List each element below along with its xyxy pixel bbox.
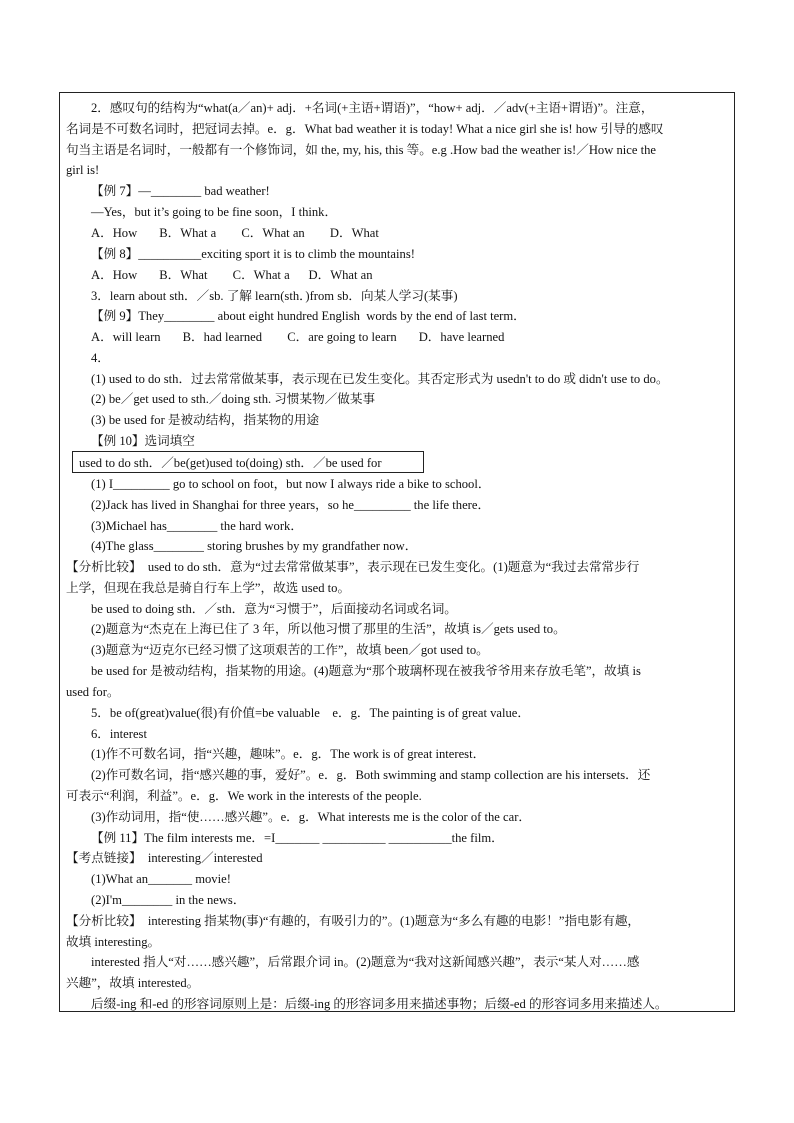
text-line: 后缀-ing 和-ed 的形容词原则上是：后缀-ing 的形容词多用来描述事物；后缀-ed 的形容词多用来描述人。 [91,997,668,1011]
text-line: 3．learn about sth．／sb. 了解 learn(sth．)from sb．向某人学习(某事) [91,289,458,303]
example-label: 【例 11】The film interests me．=I_______ __________ __________the film． [91,831,504,845]
text-line: (2)Jack has lived in Shanghai for three years，so he_________ the life there． [91,498,491,512]
text-line: (2)作可数名词，指“感兴趣的事，爱好”。e．g．Both swimming and stamp collection are his intersets．还 [91,768,651,782]
text-line: (2)I'm________ in the news． [91,893,246,907]
text-line: 名词是不可数名词时，把冠词去掉。e．g．What bad weather it is today! What a nice girl she is! how 引导的感叹 [66,122,664,136]
example-label: 【例 9】They________ about eight hundred English words by the end of last term． [91,309,526,323]
text-line: (1)作不可数名词，指“兴趣，趣味”。e．g．The work is of great interest． [91,747,486,761]
text-line: 2．感叹句的结构为“what(a／an)+ adj．+名词(+主语+谓语)”，“how+ adj．／adv(+主语+谓语)”。注意， [91,101,654,115]
text-line: (1) I_________ go to school on foot，but now I always ride a bike to school． [91,477,491,491]
example-label: 【例 8】__________exciting sport it is to climb the mountains! [91,247,415,261]
text-line: 上学，但现在我总是骑自行车上学”，故选 used to。 [66,581,351,595]
text-line: used for。 [66,685,120,699]
text-line: 5．be of(great)value(很)有价值=be valuable e．g．The painting is of great value． [91,706,530,720]
text-line: —Yes，but it’s going to be fine soon，I think． [91,205,338,219]
text-line: (2) be／get used to sth.／doing sth. 习惯某物／做某事 [91,392,376,406]
example-label: 【例 10】选词填空 [91,434,195,448]
text-line: (4)The glass________ storing brushes by my grandfather now． [91,539,418,553]
options-line: A．will learn B．had learned C．are going to learn D．have learned [91,330,505,344]
analysis-heading: 【分析比较】 used to do sth．意为“过去常常做某事”，表示现在已发生变化。(1)题意为“我过去常常步行 [66,560,640,574]
text-line: 句当主语是名词时，一般都有一个修饰词，如 the, my, his, this 等。e.g .How bad the weather is!／How nice the [66,143,656,157]
example-label: 【例 7】—________ bad weather! [91,184,270,198]
options-line: A．How B．What a C．What an D．What [91,226,379,240]
text-line: (3)Michael has________ the hard work． [91,519,303,533]
text-line: 故填 interesting。 [66,935,161,949]
text-line: be used to doing sth．／sth．意为“习惯于”，后面接动名词或名词。 [91,602,457,616]
link-heading: 【考点链接】 interesting／interested [66,851,263,865]
text-line: (3)作动词用，指“使……感兴趣”。e．g．What interests me is the color of the car． [91,810,531,824]
word-choice-text: used to do sth．／be(get)used to(doing) sth．／be used for [79,456,382,470]
text-line: (1)What an_______ movie! [91,872,231,886]
text-line: girl is! [66,163,100,177]
text-line: (1) used to do sth．过去常常做某事，表示现在已发生变化。其否定形式为 usedn't to do 或 didn't use to do。 [91,372,669,386]
text-line: 4． [91,351,110,365]
text-line: interested 指人“对……感兴趣”，后常跟介词 in。(2)题意为“我对这新闻感兴趣”，表示“某人对……感 [91,955,640,969]
text-line: (3) be used for 是被动结构，指某物的用途 [91,413,320,427]
text-line: (3)题意为“迈克尔已经习惯了这项艰苦的工作”，故填 been／got used to。 [91,643,489,657]
text-line: 6．interest [91,727,147,741]
analysis-heading: 【分析比较】 interesting 指某物(事)“有趣的，有吸引力的”。(1)题意为“多么有趣的电影！”指电影有趣， [66,914,641,928]
text-line: 可表示“利润，利益”。e．g．We work in the interests of the people. [66,789,422,803]
text-line: (2)题意为“杰克在上海已住了 3 年，所以他习惯了那里的生活”，故填 is／gets used to。 [91,622,566,636]
text-line: 兴趣”，故填 interested。 [66,976,200,990]
options-line: A．How B．What C．What a D．What an [91,268,373,282]
text-line: be used for 是被动结构，指某物的用途。(4)题意为“那个玻璃杯现在被我爷爷用来存放毛笔”，故填 is [91,664,641,678]
